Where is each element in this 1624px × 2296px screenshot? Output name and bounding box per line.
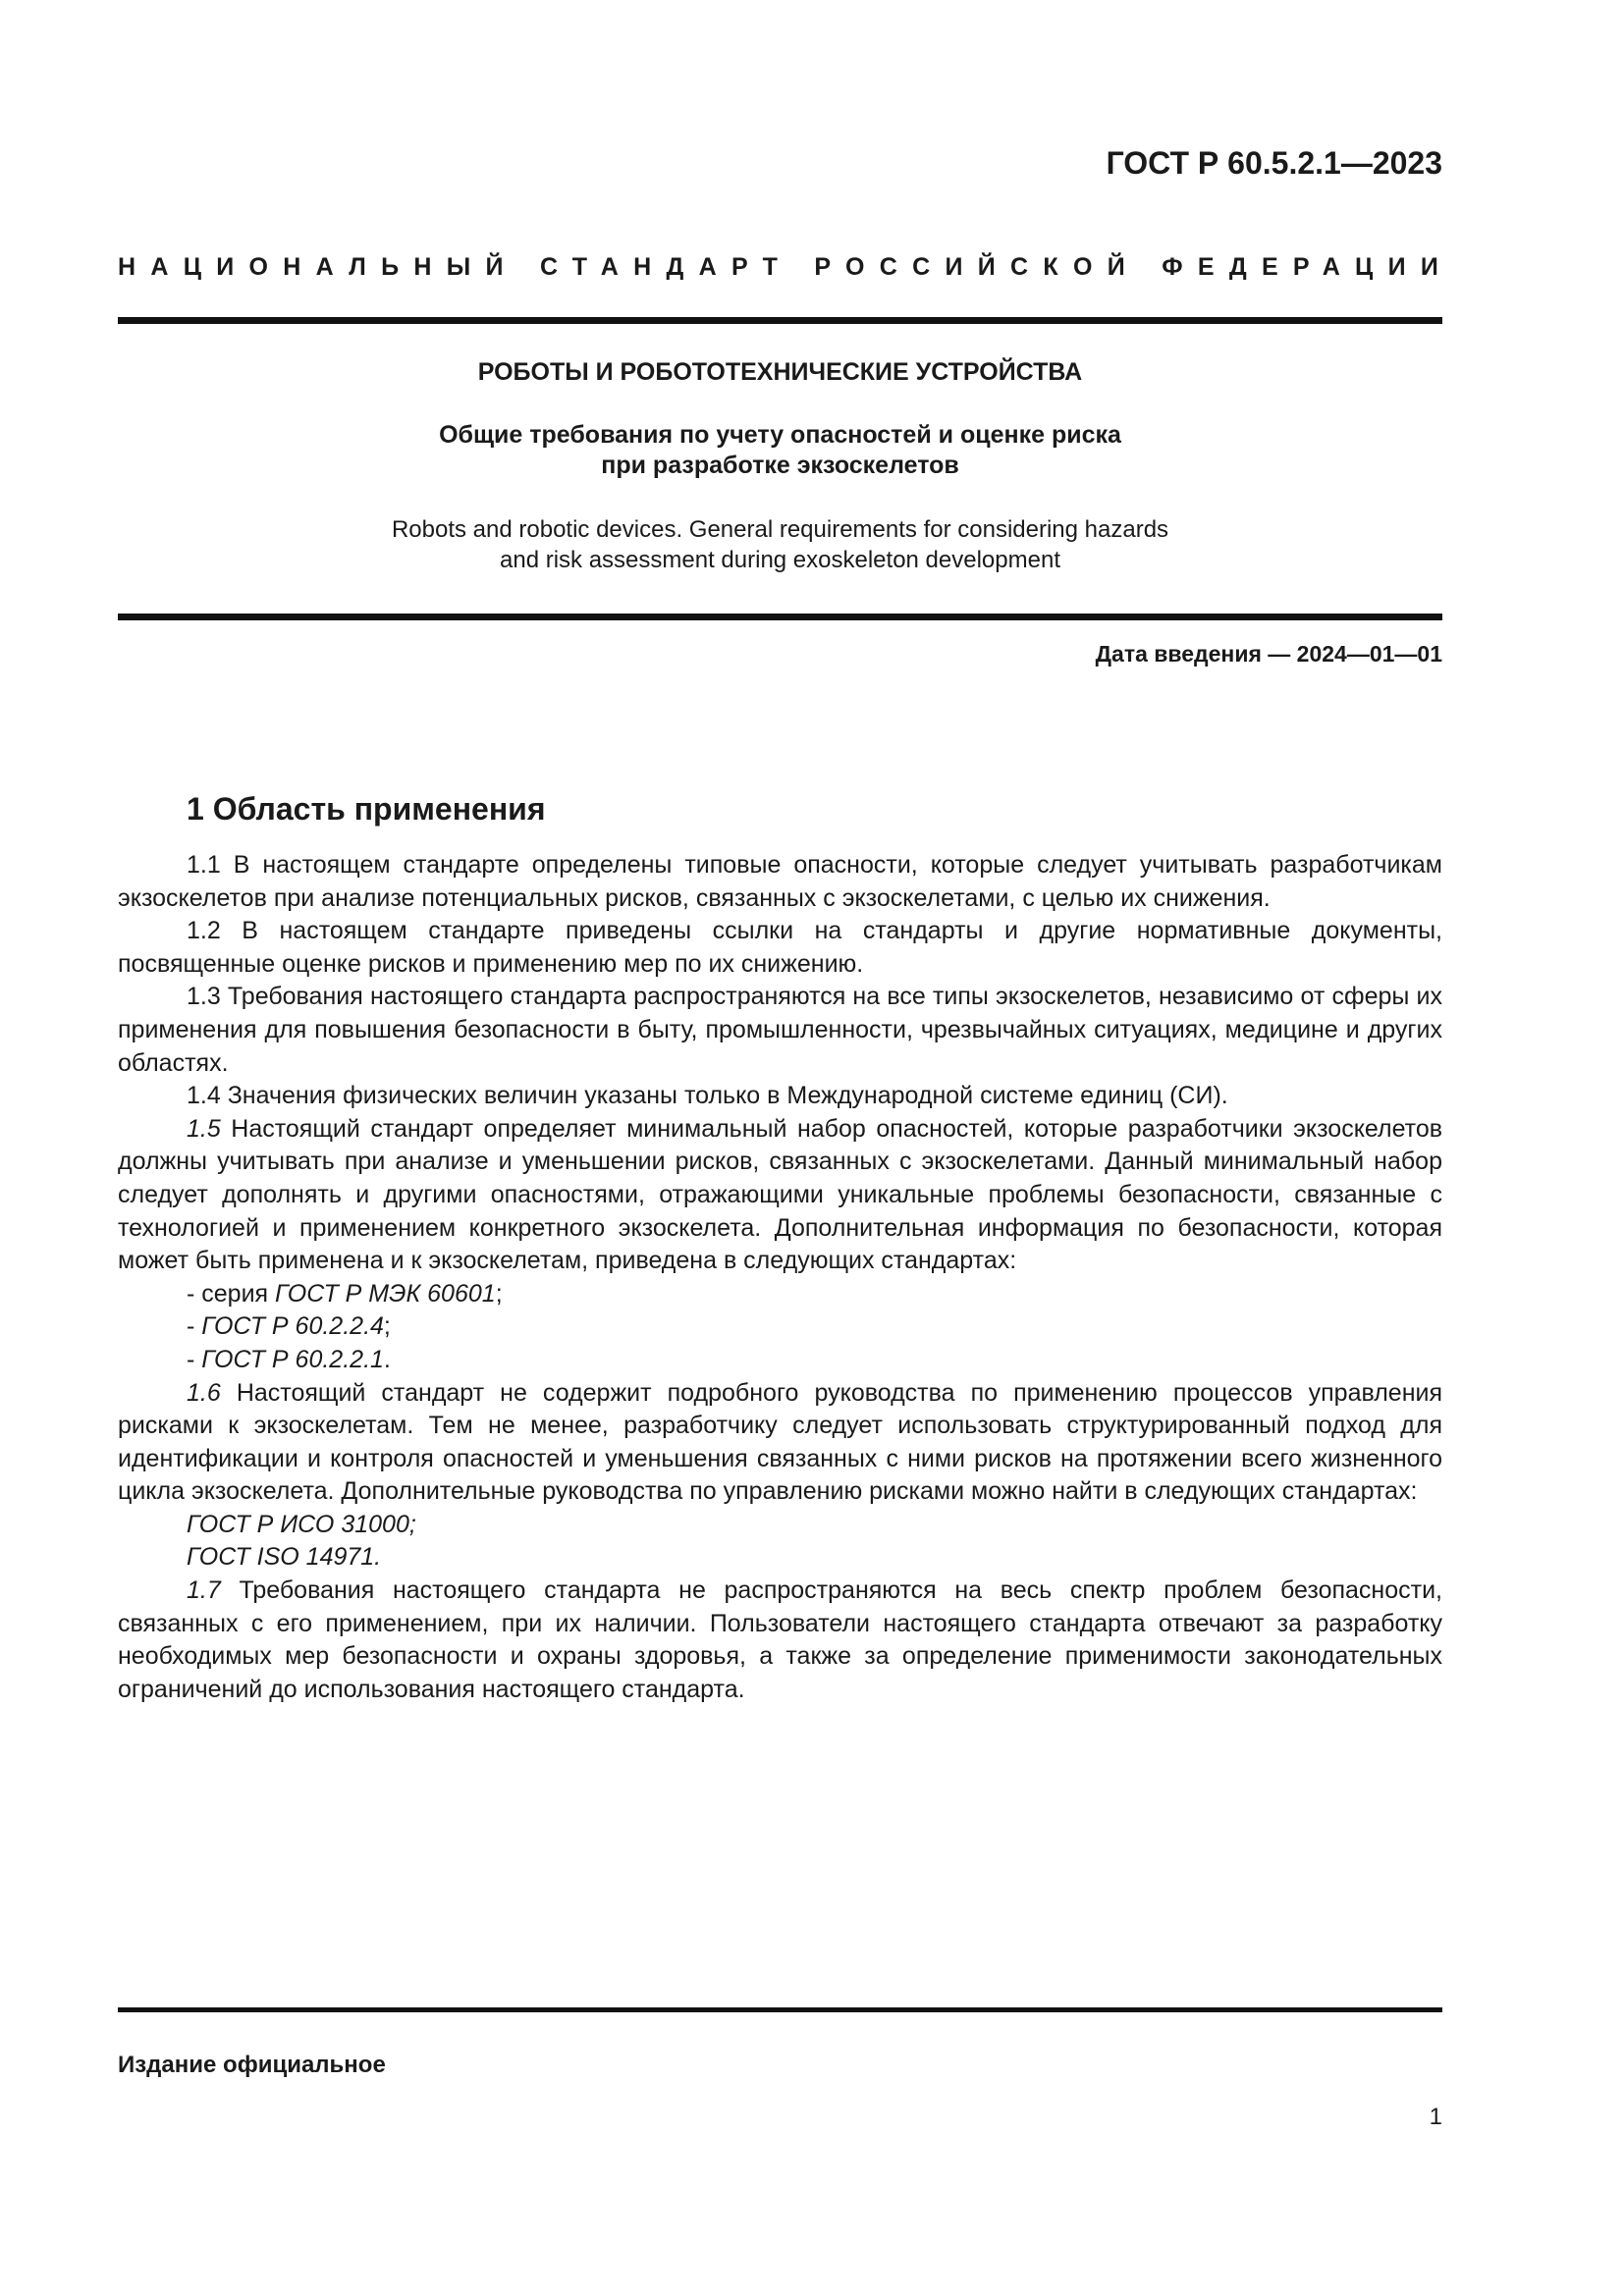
paragraph-1-7 xyxy=(118,1575,1442,1706)
clause-text: Настоящий стандарт определяет минимальный набор опасностей, которые разработчики экзоскелетов должны учитывать при анализе и уменьшении рисков, связанных с экзоскелетами. Данный минимальный набор следует дополнять и другими опасностями, отражающими уникальные проблемы безопасности, связанные с технологией и применением конкретного экзоскелета. Дополнительная информация по безопасности, которая может быть применена и к экзоскелетам, приведена в следующих стандартах: xyxy=(118,1114,1442,1275)
standard-title: РОБОТЫ И РОБОТОТЕХНИЧЕСКИЕ УСТРОЙСТВА xyxy=(477,358,1083,386)
section-body xyxy=(118,849,1442,1706)
standard-reference: ГОСТ ISO 14971. xyxy=(187,1543,382,1572)
english-title xyxy=(118,514,1442,575)
clause-number: 1.7 xyxy=(187,1576,221,1605)
section-heading: 1 Область применения xyxy=(187,791,546,827)
introduction-date: Дата введения — 2024—01—01 xyxy=(1095,641,1442,667)
standard-subtitle xyxy=(118,420,1442,481)
paragraph-1-5 xyxy=(118,1113,1442,1278)
list-item: - серия ГОСТ Р МЭК 60601; xyxy=(187,1279,503,1308)
bottom-rule xyxy=(118,2007,1442,2012)
paragraph-1-1: 1.1 В настоящем стандарте определены типовые опасности, которые следует учитывать разработчикам экзоскелетов при анализе потенциальных рисков, связанных с экзоскелетами, с целью их снижения. xyxy=(118,851,1442,912)
clause-number: 1.5 xyxy=(187,1114,221,1143)
clause-text: Настоящий стандарт не содержит подробного руководства по применению процессов управления рисками к экзоскелетам. Тем не менее, разработчику следует использовать структурированный подход для идентификации и контроля опасностей и уменьшения связанных с ними рисков на протяжении всего жизненного цикла экзоскелета. Дополнительные руководства по управлению рисками можно найти в следующих стандартах: xyxy=(118,1378,1442,1506)
subtitle-line-1: Общие требования по учету опасностей и оценке риска xyxy=(439,421,1121,449)
clause-text: Требования настоящего стандарта не распространяются на весь спектр проблем безопасности, связанных с его применением, при их наличии. Пользователи настоящего стандарта отвечают за разработку необходимых мер безопасности и охраны здоровья, а также за определение применимости законодательных ограничений до использования настоящего стандарта. xyxy=(118,1576,1442,1703)
english-title-line-1: Robots and robotic devices. General requirements for considering hazards xyxy=(391,516,1169,543)
national-standard-banner: НАЦИОНАЛЬНЫЙ СТАНДАРТ РОССИЙСКОЙ ФЕДЕРАЦИИ xyxy=(118,253,1454,281)
paragraph-1-3: 1.3 Требования настоящего стандарта распространяются на все типы экзоскелетов, независимо от сферы их применения для повышения безопасности в быту, промышленности, чрезвычайных ситуациях, медицине и других областях. xyxy=(118,983,1442,1077)
subtitle-line-2: при разработке экзоскелетов xyxy=(601,452,959,479)
list-item: - ГОСТ Р 60.2.2.1. xyxy=(187,1345,391,1373)
middle-rule xyxy=(118,614,1442,620)
paragraph-1-6 xyxy=(118,1377,1442,1509)
top-rule xyxy=(118,317,1442,324)
list-item: - ГОСТ Р 60.2.2.4; xyxy=(187,1312,391,1341)
standard-reference: ГОСТ Р 60.2.2.1 xyxy=(201,1345,384,1373)
document-code: ГОСТ Р 60.5.2.1—2023 xyxy=(1106,145,1442,181)
standard-reference: ГОСТ Р ИСО 31000; xyxy=(187,1510,416,1538)
reference-line xyxy=(118,1509,1442,1542)
page-number: 1 xyxy=(1429,2104,1442,2130)
paragraph-1-2: 1.2 В настоящем стандарте приведены ссылки на стандарты и другие нормативные документы, посвященные оценке рисков и применению мер по их снижению. xyxy=(118,917,1442,978)
standard-reference: ГОСТ Р МЭК 60601 xyxy=(275,1279,496,1308)
standard-reference: ГОСТ Р 60.2.2.4 xyxy=(201,1312,384,1341)
reference-line xyxy=(118,1541,1442,1575)
english-title-line-2: and risk assessment during exoskeleton development xyxy=(500,547,1060,573)
edition-label: Издание официальное xyxy=(118,2052,386,2078)
paragraph-1-4: 1.4 Значения физических величин указаны только в Международной системе единиц (СИ). xyxy=(187,1082,1228,1110)
clause-number: 1.6 xyxy=(187,1378,221,1407)
